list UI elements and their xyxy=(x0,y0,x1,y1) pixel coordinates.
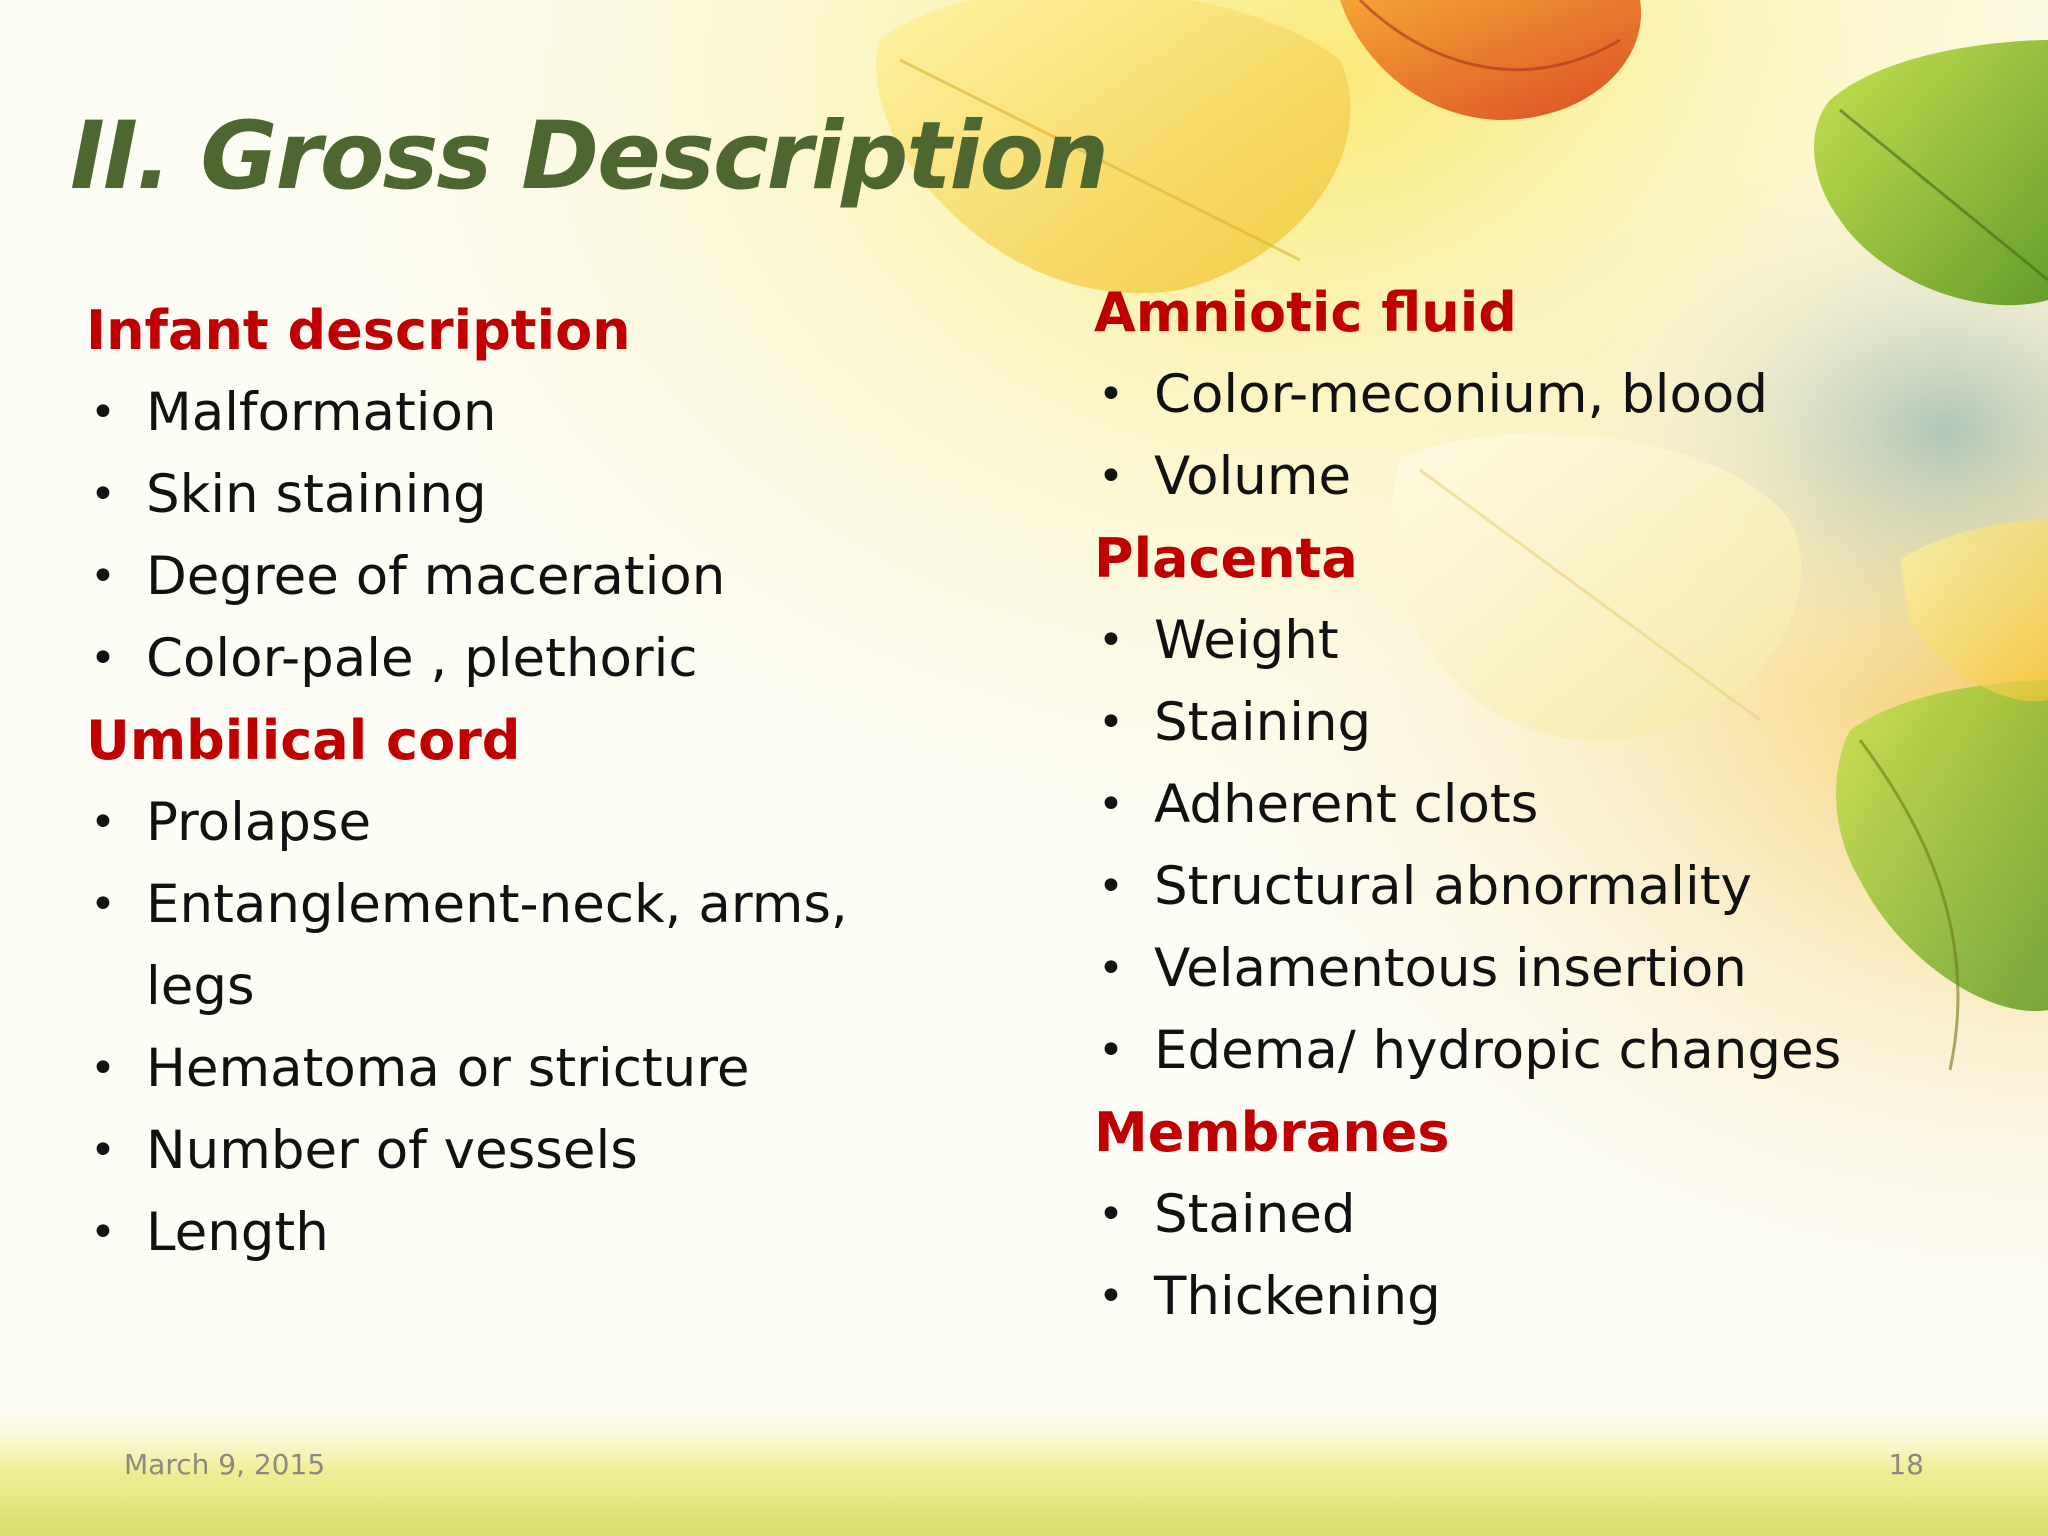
right-column xyxy=(1094,272,1994,1338)
bullet-icon: • xyxy=(1098,369,1124,420)
list-item-text: Degree of maceration xyxy=(146,546,726,607)
list-item-text: Staining xyxy=(1154,692,1372,753)
list-item-text: Velamentous insertion xyxy=(1154,938,1747,999)
list-item xyxy=(86,782,986,864)
section-heading-infant: Infant description xyxy=(86,299,631,362)
list-item xyxy=(86,864,986,946)
bullet-icon: • xyxy=(1098,779,1124,830)
list-item xyxy=(86,454,986,536)
list-item xyxy=(1094,1174,1994,1256)
list-item xyxy=(1094,1010,1994,1092)
slide-title: II. Gross Description xyxy=(70,102,1108,211)
list-item-text: Adherent clots xyxy=(1154,774,1539,835)
bullet-icon: • xyxy=(1098,615,1124,666)
section-heading-umbilical: Umbilical cord xyxy=(86,709,521,772)
list-item xyxy=(86,618,986,700)
list-item-text: Entanglement-neck, arms, xyxy=(146,874,848,935)
list-item xyxy=(86,1192,986,1274)
bullet-icon: • xyxy=(90,387,116,438)
bullet-icon: • xyxy=(90,1043,116,1094)
bullet-icon: • xyxy=(1098,1189,1124,1240)
list-item-text: Number of vessels xyxy=(146,1120,638,1181)
bullet-icon: • xyxy=(90,633,116,684)
list-item-text: Length xyxy=(146,1202,329,1263)
list-item-text: Weight xyxy=(1154,610,1339,671)
list-item-text: Malformation xyxy=(146,382,497,443)
list-item xyxy=(86,1028,986,1110)
bullet-icon: • xyxy=(1098,697,1124,748)
list-item xyxy=(1094,1256,1994,1338)
section-heading-placenta: Placenta xyxy=(1094,527,1358,590)
page-number: 18 xyxy=(1888,1448,1924,1481)
list-item-text: Hematoma or stricture xyxy=(146,1038,750,1099)
list-item-text: Volume xyxy=(1154,446,1352,507)
list-item-text: Prolapse xyxy=(146,792,372,853)
list-item xyxy=(86,536,986,618)
list-item-text: Color-meconium, blood xyxy=(1154,364,1769,425)
bullet-icon: • xyxy=(90,879,116,930)
list-item xyxy=(1094,682,1994,764)
list-item xyxy=(1094,600,1994,682)
list-item xyxy=(1094,764,1994,846)
list-item xyxy=(1094,354,1994,436)
list-item xyxy=(86,372,986,454)
section-heading-amniotic: Amniotic fluid xyxy=(1094,281,1517,344)
list-item xyxy=(86,1110,986,1192)
bullet-icon: • xyxy=(90,1207,116,1258)
bullet-icon: • xyxy=(1098,861,1124,912)
list-item-text: Structural abnormality xyxy=(1154,856,1752,917)
list-item-text: Color-pale , plethoric xyxy=(146,628,698,689)
list-item-text: Skin staining xyxy=(146,464,487,525)
bullet-icon: • xyxy=(1098,451,1124,502)
bullet-icon: • xyxy=(1098,943,1124,994)
bullet-icon: • xyxy=(1098,1025,1124,1076)
list-item xyxy=(1094,846,1994,928)
list-item xyxy=(1094,928,1994,1010)
list-item-text: Edema/ hydropic changes xyxy=(1154,1020,1842,1081)
left-column xyxy=(86,290,986,1274)
list-item-continuation: legs xyxy=(146,956,255,1017)
bullet-icon: • xyxy=(90,797,116,848)
bullet-icon: • xyxy=(1098,1271,1124,1322)
bullet-icon: • xyxy=(90,551,116,602)
bullet-icon: • xyxy=(90,469,116,520)
list-item-text: Thickening xyxy=(1154,1266,1441,1327)
footer-date: March 9, 2015 xyxy=(124,1448,326,1481)
bullet-icon: • xyxy=(90,1125,116,1176)
list-item xyxy=(1094,436,1994,518)
list-item-text: Stained xyxy=(1154,1184,1356,1245)
section-heading-membranes: Membranes xyxy=(1094,1101,1450,1164)
